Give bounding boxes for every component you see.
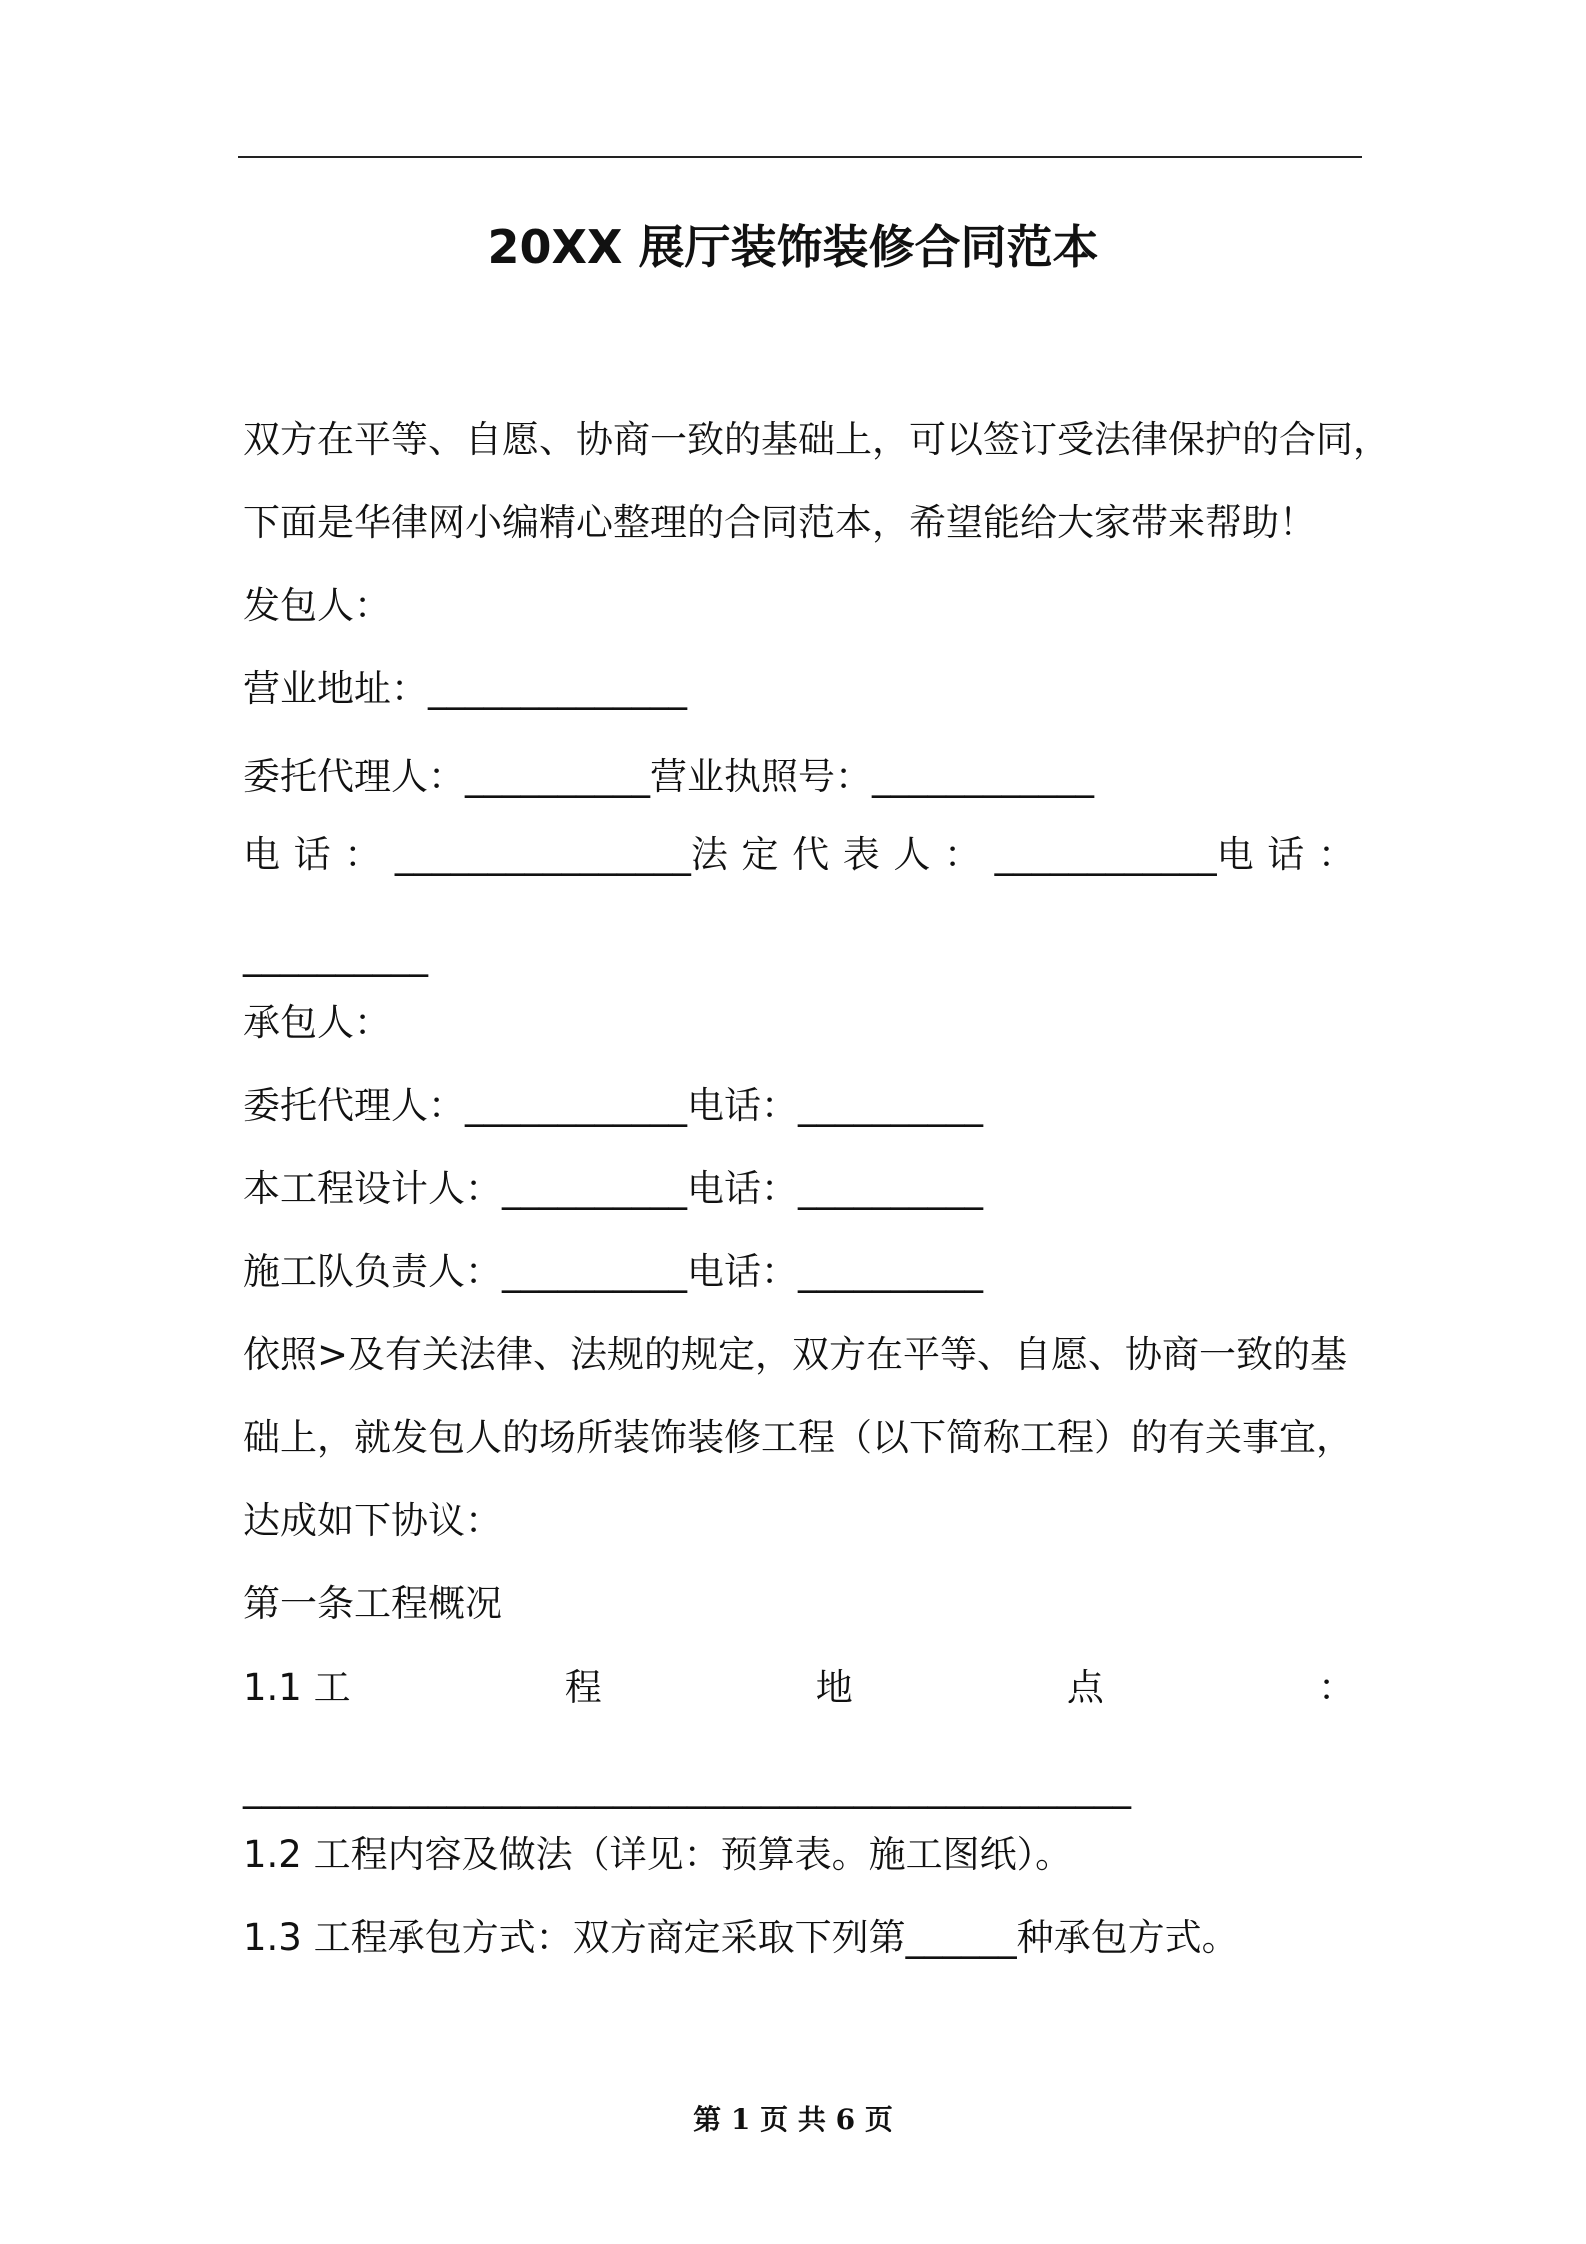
contractor-agent-field: 委托代理人：____________电话：__________ bbox=[243, 1084, 983, 1127]
article-1-heading: 第一条工程概况 bbox=[243, 1582, 502, 1625]
basis-line-2: 础上，就发包人的场所装饰装修工程（以下简称工程）的有关事宜， bbox=[243, 1416, 1353, 1459]
phone-line-seg: 定 bbox=[741, 833, 779, 876]
item-1-1-blank: ________________________________________________ bbox=[243, 1766, 1131, 1809]
phone-line-seg: 电 bbox=[243, 833, 280, 876]
item-1-1-seg: 地 bbox=[815, 1666, 853, 1709]
contractor-label: 承包人： bbox=[243, 1001, 391, 1044]
document-title: 20XX 展厅装饰装修合同范本 bbox=[487, 220, 1099, 274]
item-1-1-seg: 1.1 工 bbox=[243, 1666, 351, 1709]
page-number: 第 1 页 共 6 页 bbox=[693, 2103, 893, 2136]
phone-line-seg: 话 bbox=[293, 833, 331, 876]
phone-line-seg: 代 bbox=[792, 833, 830, 876]
basis-line-1: 依照>及有关法律、法规的规定，双方在平等、自愿、协商一致的基 bbox=[243, 1333, 1348, 1376]
phone-line-seg: 人 bbox=[893, 833, 931, 876]
phone-line-seg: ____________电 bbox=[994, 833, 1254, 876]
phone-line-seg: ________________法 bbox=[394, 833, 728, 876]
designer-field: 本工程设计人：__________电话：__________ bbox=[243, 1167, 983, 1210]
phone-line-seg: 表 bbox=[842, 833, 880, 876]
agent-license-field: 委托代理人：__________营业执照号：____________ bbox=[243, 755, 1094, 798]
business-address-field: 营业地址：______________ bbox=[243, 667, 687, 710]
phone-line-seg: ： bbox=[944, 833, 981, 876]
header-rule bbox=[238, 156, 1362, 158]
item-1-1-seg: ： bbox=[1317, 1666, 1355, 1709]
phone-line-continuation: __________ bbox=[243, 934, 428, 977]
item-1-2: 1.2 工程内容及做法（详见：预算表。施工图纸）。 bbox=[243, 1833, 1073, 1876]
item-1-1-seg: 点 bbox=[1066, 1666, 1104, 1709]
basis-line-3: 达成如下协议： bbox=[243, 1499, 502, 1542]
intro-line-2: 下面是华律网小编精心整理的合同范本，希望能给大家带来帮助！ bbox=[243, 501, 1316, 544]
intro-line-1: 双方在平等、自愿、协商一致的基础上，可以签订受法律保护的合同， bbox=[243, 418, 1390, 461]
team-leader-field: 施工队负责人：__________电话：__________ bbox=[243, 1250, 983, 1293]
item-1-3: 1.3 工程承包方式：双方商定采取下列第______种承包方式。 bbox=[243, 1916, 1239, 1959]
phone-line-seg: ： bbox=[344, 833, 382, 876]
item-1-1-line bbox=[243, 1662, 1355, 1714]
item-1-1-seg: 程 bbox=[564, 1666, 602, 1709]
phone-line-seg: 话 bbox=[1267, 833, 1305, 876]
phone-line-seg: ： bbox=[1317, 833, 1355, 876]
phone-representative-line bbox=[243, 829, 1355, 881]
employer-label: 发包人： bbox=[243, 584, 391, 627]
